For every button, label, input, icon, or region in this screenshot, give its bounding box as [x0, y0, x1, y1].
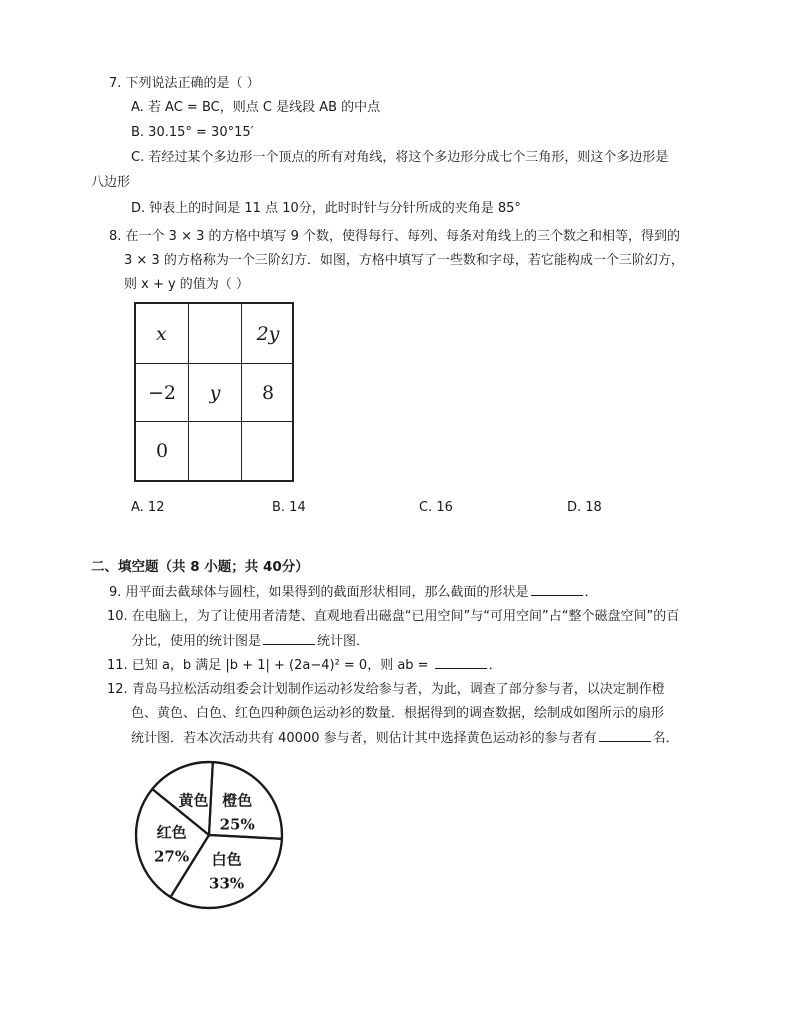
grid-cell-r3c1: 0 — [136, 422, 189, 480]
q11-end: ． — [488, 658, 502, 673]
q7-option-b: B. 30.15° = 30°15′ — [131, 125, 254, 140]
q9 — [109, 583, 598, 602]
q9-text: 9. 用平面去截球体与圆柱，如果得到的截面形状相同，那么截面的形状是 — [109, 585, 529, 600]
q9-answer-blank[interactable] — [531, 583, 583, 596]
q12-line3-end: 名． — [652, 731, 679, 746]
q12-line3 — [131, 729, 679, 748]
grid-cell-r3c2 — [189, 422, 242, 480]
grid-cell-r3c3 — [242, 422, 294, 480]
q7-option-c-line2: 八边形 — [91, 175, 131, 190]
q9-end: ． — [584, 585, 598, 600]
magic-square-grid — [134, 302, 294, 482]
q7-option-a: A. 若 AC = BC，则点 C 是线段 AB 的中点 — [131, 100, 381, 115]
q11 — [107, 656, 502, 675]
grid-cell-r2c3: 8 — [242, 364, 294, 422]
grid-cell-r2c2: y — [189, 364, 242, 422]
q10-answer-blank[interactable] — [263, 632, 315, 645]
grid-cell-r1c3: 2y — [242, 304, 294, 364]
q8-line1: 8. 在一个 3 × 3 的方格中填写 9 个数，使得每行、每列、每条对角线上的三个数之和相等，得到的 — [109, 229, 681, 244]
q10-line2-end: 统计图． — [317, 634, 370, 649]
pie-chart — [132, 750, 287, 920]
q7-option-c-line1: C. 若经过某个多边形一个顶点的所有对角线，将这个多边形分成七个三角形，则这个多边形是 — [131, 150, 669, 165]
pie-value-white: 33% — [209, 874, 245, 893]
q8-option-a: A. 12 — [131, 500, 165, 515]
q11-answer-blank[interactable] — [435, 656, 487, 669]
q12-answer-blank[interactable] — [599, 729, 651, 742]
pie-value-red: 27% — [154, 847, 190, 866]
q8-option-d: D. 18 — [567, 500, 602, 515]
q11-text: 11. 已知 a，b 满足 |b + 1| + (2a−4)² = 0，则 ab = — [107, 658, 429, 673]
q12-line2: 色、黄色、白色、红色四种颜色运动衫的数量．根据得到的调查数据，绘制成如图所示的扇形 — [131, 706, 665, 721]
q12-line3-text: 统计图．若本次活动共有 40000 参与者，则估计其中选择黄色运动衫的参与者有 — [131, 731, 597, 746]
pie-value-orange: 25% — [219, 815, 255, 834]
q8-option-b: B. 14 — [272, 500, 306, 515]
pie-label-white: 白色 — [211, 850, 242, 869]
grid-cell-r1c1: x — [136, 304, 189, 364]
grid-cell-r1c2 — [189, 304, 242, 364]
section-title: 二、填空题（共 8 小题；共 40分） — [91, 559, 309, 575]
q8-line3: 则 x + y 的值为（ ） — [124, 277, 249, 292]
pie-label-yellow: 黄色 — [178, 791, 209, 810]
grid-cell-r2c1: −2 — [136, 364, 189, 422]
pie-label-red: 红色 — [156, 823, 187, 842]
q8-option-c: C. 16 — [419, 500, 453, 515]
q10-line2 — [131, 632, 369, 651]
q8-line2: 3 × 3 的方格称为一个三阶幻方．如图，方格中填写了一些数和字母，若它能构成一个三阶幻方， — [124, 253, 684, 268]
q7-stem: 7. 下列说法正确的是（ ） — [109, 76, 260, 91]
pie-label-orange: 橙色 — [222, 791, 253, 810]
q12-line1: 12. 青岛马拉松活动组委会计划制作运动衫发给参与者，为此，调查了部分参与者，以决定制作橙 — [107, 682, 665, 697]
q10-line2-text: 分比，使用的统计图是 — [131, 634, 262, 649]
q7-option-d: D. 钟表上的时间是 11 点 10分，此时时针与分针所成的夹角是 85° — [131, 201, 521, 216]
q10-line1: 10. 在电脑上，为了让使用者清楚、直观地看出磁盘“已用空间”与“可用空间”占“整个磁盘空间”的百 — [107, 609, 680, 624]
